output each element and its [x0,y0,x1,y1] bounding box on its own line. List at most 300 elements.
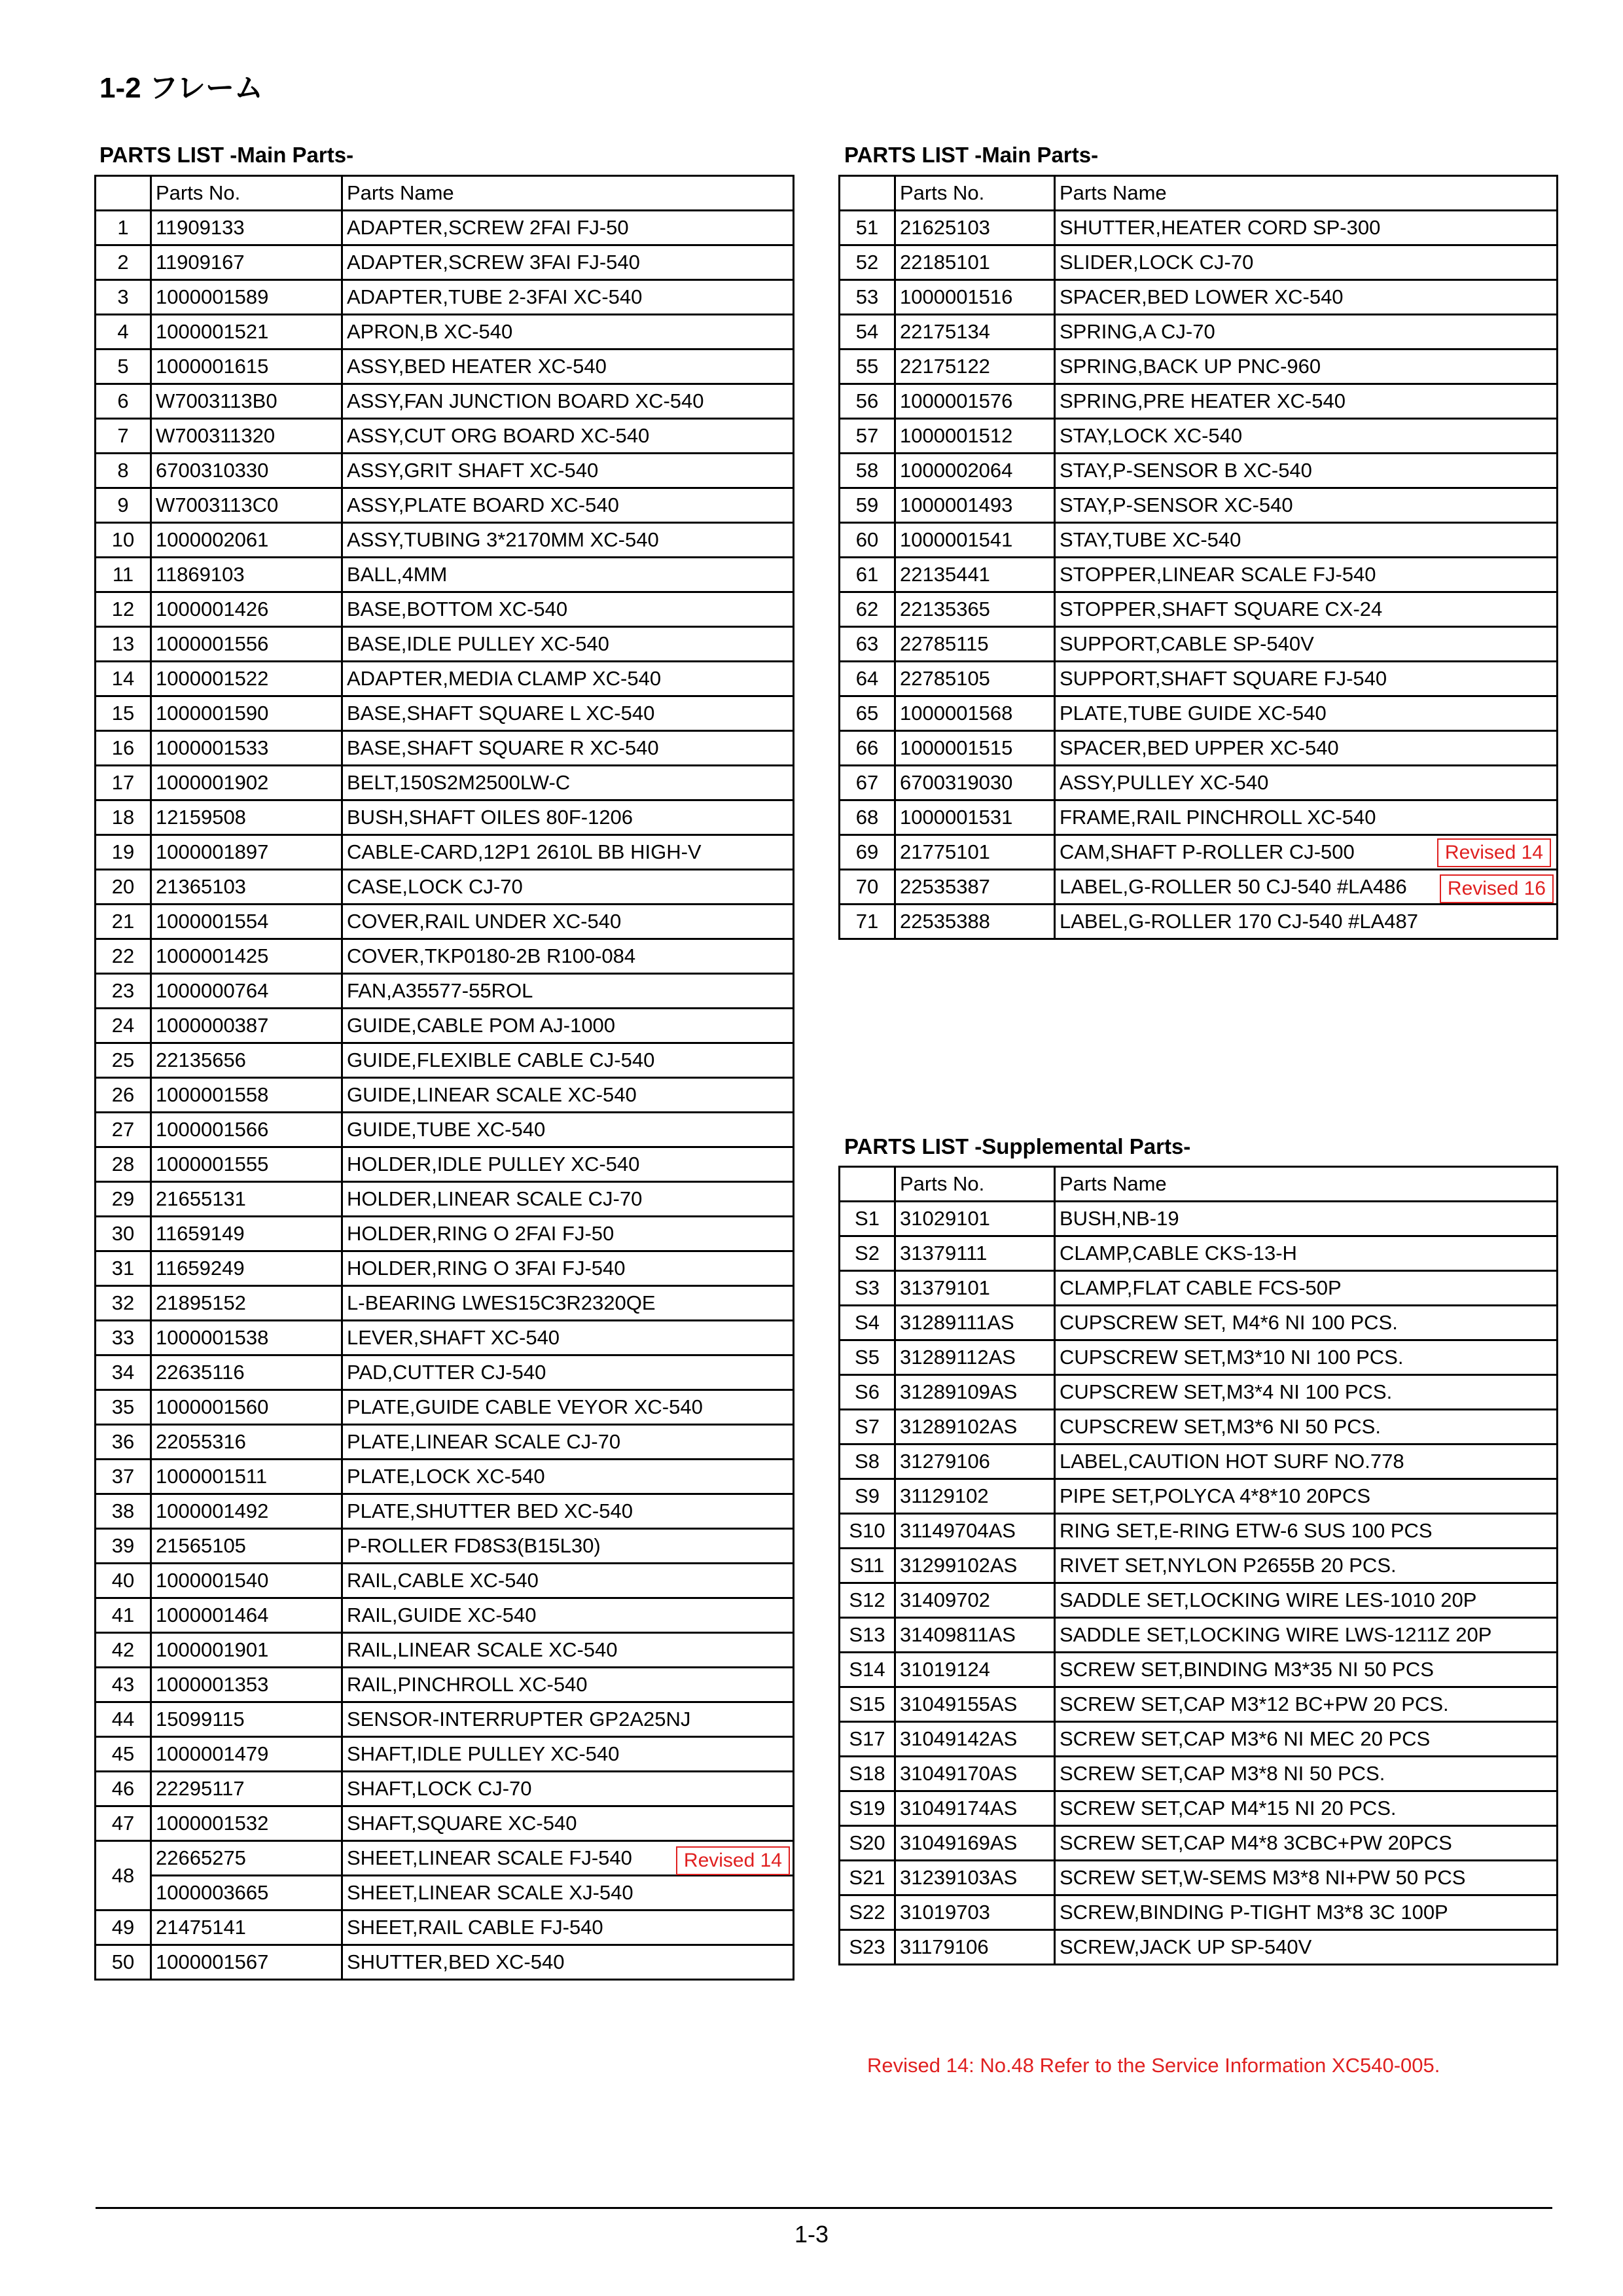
item-index: S1 [840,1202,895,1236]
parts-name: CUPSCREW SET, M4*6 NI 100 PCS. [1060,1311,1398,1334]
parts-name-cell [1055,1479,1558,1514]
parts-name: COVER,TKP0180-2B R100-084 [347,944,636,967]
item-index: 9 [96,488,151,523]
table-row [840,315,1558,350]
table-row [96,1806,794,1841]
parts-name: SHAFT,IDLE PULLEY XC-540 [347,1742,620,1765]
item-index: 48 [96,1841,151,1910]
parts-no: 22535387 [895,870,1055,905]
table-row [96,1737,794,1772]
parts-no: 1000001353 [151,1668,342,1702]
parts-no: 1000000764 [151,974,342,1009]
parts-name: CABLE-CARD,12P1 2610L BB HIGH-V [347,840,702,863]
item-index: S20 [840,1826,895,1861]
parts-name-cell [1055,1236,1558,1271]
parts-name-cell [1055,1202,1558,1236]
item-index: 34 [96,1355,151,1390]
parts-name: SCREW SET,CAP M4*15 NI 20 PCS. [1060,1797,1397,1820]
parts-name-cell [1055,870,1558,905]
parts-name: FAN,A35577-55ROL [347,979,533,1002]
table-row [96,627,794,662]
table-row [840,1202,1558,1236]
parts-name: PLATE,LINEAR SCALE CJ-70 [347,1430,621,1453]
parts-name-cell [342,1009,794,1043]
parts-name: PLATE,TUBE GUIDE XC-540 [1060,702,1327,725]
item-index: 11 [96,558,151,592]
parts-no: 31019703 [895,1895,1055,1930]
main-parts-heading-right: PARTS LIST -Main Parts- [844,143,1099,167]
table-row [96,245,794,280]
parts-name: HOLDER,LINEAR SCALE CJ-70 [347,1187,643,1210]
item-index: 60 [840,523,895,558]
item-index: S18 [840,1757,895,1791]
item-index: 28 [96,1147,151,1182]
parts-name-cell [342,350,794,384]
parts-name-cell [1055,350,1558,384]
parts-no: 22135365 [895,592,1055,627]
item-index: S11 [840,1549,895,1583]
item-index: 2 [96,245,151,280]
parts-name: RAIL,PINCHROLL XC-540 [347,1673,588,1696]
parts-name: GUIDE,TUBE XC-540 [347,1118,546,1141]
item-index: 29 [96,1182,151,1217]
parts-name: CLAMP,FLAT CABLE FCS-50P [1060,1276,1342,1299]
parts-name: STOPPER,LINEAR SCALE FJ-540 [1060,563,1376,586]
table-row [96,1217,794,1251]
parts-no: 31129102 [895,1479,1055,1514]
table-row [96,419,794,454]
parts-no: 15099115 [151,1702,342,1737]
parts-no: 22635116 [151,1355,342,1390]
table-row [96,1321,794,1355]
parts-no: 31179106 [895,1930,1055,1965]
parts-name: STAY,TUBE XC-540 [1060,528,1241,551]
item-index: 55 [840,350,895,384]
parts-name-cell [1055,1826,1558,1861]
table-row [840,1826,1558,1861]
parts-name: ADAPTER,SCREW 2FAI FJ-50 [347,216,629,239]
parts-name-cell [342,488,794,523]
parts-name-cell [1055,835,1558,870]
parts-name: SHEET,LINEAR SCALE FJ-540 [347,1846,632,1869]
table-row [840,1271,1558,1306]
parts-name-cell [342,1598,794,1633]
parts-no: 22535388 [895,905,1055,939]
item-index: S4 [840,1306,895,1340]
item-index: S8 [840,1444,895,1479]
parts-name-cell [342,1529,794,1564]
parts-no: 11909167 [151,245,342,280]
item-index: S2 [840,1236,895,1271]
parts-name: BASE,SHAFT SQUARE R XC-540 [347,736,659,759]
table-row [96,1078,794,1113]
parts-no: 31409811AS [895,1618,1055,1653]
item-index: S12 [840,1583,895,1618]
parts-name: RAIL,GUIDE XC-540 [347,1604,537,1626]
table-row [840,1306,1558,1340]
parts-name-cell [342,1772,794,1806]
item-index: S9 [840,1479,895,1514]
item-index: 47 [96,1806,151,1841]
index-column-header [840,1167,895,1202]
parts-no: 1000001558 [151,1078,342,1113]
table-row [96,766,794,800]
parts-no: 31029101 [895,1202,1055,1236]
parts-name: CUPSCREW SET,M3*4 NI 100 PCS. [1060,1380,1393,1403]
item-index: 42 [96,1633,151,1668]
table-row [840,1930,1558,1965]
parts-name-cell [1055,1930,1558,1965]
parts-name: PAD,CUTTER CJ-540 [347,1361,546,1384]
parts-name: P-ROLLER FD8S3(B15L30) [347,1534,601,1557]
table-row [840,1722,1558,1757]
parts-no: 1000001541 [895,523,1055,558]
parts-no: 1000001589 [151,280,342,315]
item-index: S10 [840,1514,895,1549]
parts-name: GUIDE,CABLE POM AJ-1000 [347,1014,616,1037]
parts-name-cell [342,384,794,419]
parts-name: RAIL,CABLE XC-540 [347,1569,539,1592]
parts-name: SLIDER,LOCK CJ-70 [1060,251,1254,274]
parts-name-cell [342,1113,794,1147]
table-header-row [840,176,1558,211]
parts-no: 31299102AS [895,1549,1055,1583]
table-row [96,1494,794,1529]
item-index: S23 [840,1930,895,1965]
table-row [840,1653,1558,1687]
item-index: 45 [96,1737,151,1772]
table-row [840,523,1558,558]
parts-name-cell [342,454,794,488]
parts-no: 21895152 [151,1286,342,1321]
table-row [96,350,794,384]
parts-no: 31409702 [895,1583,1055,1618]
parts-name: SHEET,RAIL CABLE FJ-540 [347,1916,603,1939]
item-index: S3 [840,1271,895,1306]
parts-name-cell [342,1702,794,1737]
item-index: S5 [840,1340,895,1375]
table-row [96,315,794,350]
parts-name: PLATE,LOCK XC-540 [347,1465,545,1488]
parts-no: 1000001532 [151,1806,342,1841]
parts-no: 1000001425 [151,939,342,974]
parts-name-cell [342,245,794,280]
parts-name-cell [1055,523,1558,558]
parts-no: 21365103 [151,870,342,905]
parts-no: 1000003665 [151,1876,342,1910]
parts-name: BASE,SHAFT SQUARE L XC-540 [347,702,655,725]
table-row [840,419,1558,454]
table-row [96,1182,794,1217]
parts-name: PIPE SET,POLYCA 4*8*10 20PCS [1060,1484,1371,1507]
parts-name: ASSY,PULLEY XC-540 [1060,771,1269,794]
table-row [840,905,1558,939]
supplemental-parts-table [838,1166,1558,1965]
item-index: 71 [840,905,895,939]
parts-name-cell [342,766,794,800]
main-parts-heading-left: PARTS LIST -Main Parts- [99,143,354,167]
parts-name: RIVET SET,NYLON P2655B 20 PCS. [1060,1554,1397,1577]
parts-no: 31379101 [895,1271,1055,1306]
table-row [840,1895,1558,1930]
parts-no: 6700319030 [895,766,1055,800]
parts-name: SPRING,BACK UP PNC-960 [1060,355,1321,378]
parts-name-cell [342,1182,794,1217]
table-row [96,974,794,1009]
parts-name: SPRING,PRE HEATER XC-540 [1060,389,1346,412]
parts-no: 1000002064 [895,454,1055,488]
parts-name: BASE,IDLE PULLEY XC-540 [347,632,609,655]
parts-no: 22785115 [895,627,1055,662]
table-row [96,731,794,766]
parts-name-cell [342,627,794,662]
item-index: 65 [840,696,895,731]
parts-no: 31049169AS [895,1826,1055,1861]
parts-name-cell [1055,662,1558,696]
parts-no: 1000001576 [895,384,1055,419]
item-index: 21 [96,905,151,939]
item-index: 58 [840,454,895,488]
item-index: 37 [96,1460,151,1494]
parts-no: 1000001566 [151,1113,342,1147]
table-header-row [96,176,794,211]
parts-name-cell [1055,592,1558,627]
parts-name-cell [1055,800,1558,835]
parts-name: BALL,4MM [347,563,448,586]
parts-name: BASE,BOTTOM XC-540 [347,598,568,620]
table-row [96,1910,794,1945]
parts-no: 1000001560 [151,1390,342,1425]
parts-name: ASSY,PLATE BOARD XC-540 [347,493,619,516]
supplemental-parts-heading: PARTS LIST -Supplemental Parts- [844,1134,1191,1158]
revision-badge: Revised 14 [676,1846,790,1875]
footer-divider [96,2207,1552,2209]
parts-name: SCREW SET,CAP M3*8 NI 50 PCS. [1060,1762,1385,1785]
parts-name-cell [342,905,794,939]
parts-name-cell [342,1355,794,1390]
parts-name-cell [342,1945,794,1980]
parts-no: 22175134 [895,315,1055,350]
parts-no: 1000001522 [151,662,342,696]
table-row [96,1876,794,1910]
parts-name-cell [342,662,794,696]
parts-name: ASSY,FAN JUNCTION BOARD XC-540 [347,389,704,412]
parts-name: STAY,P-SENSOR XC-540 [1060,493,1293,516]
table-header-row [840,1167,1558,1202]
index-column-header [96,176,151,211]
parts-no: 22295117 [151,1772,342,1806]
table-row [96,835,794,870]
parts-name-cell [342,592,794,627]
item-index: 31 [96,1251,151,1286]
item-index: 16 [96,731,151,766]
parts-no: 22055316 [151,1425,342,1460]
parts-name-cell [1055,1757,1558,1791]
parts-name: PLATE,GUIDE CABLE VEYOR XC-540 [347,1395,703,1418]
parts-name-cell [342,800,794,835]
item-index: S7 [840,1410,895,1444]
item-index: 12 [96,592,151,627]
parts-no: 31019124 [895,1653,1055,1687]
item-index: 56 [840,384,895,419]
page-title: 1-2 フレーム [99,72,264,104]
parts-no: 31049155AS [895,1687,1055,1722]
parts-name: BELT,150S2M2500LW-C [347,771,571,794]
revision-badge: Revised 14 [1437,838,1551,867]
parts-no: 1000001568 [895,696,1055,731]
parts-name-cell [342,1425,794,1460]
parts-name-cell [342,1460,794,1494]
item-index: 51 [840,211,895,245]
parts-name: ASSY,GRIT SHAFT XC-540 [347,459,599,482]
parts-name-cell [342,1564,794,1598]
table-row [840,1514,1558,1549]
parts-no: 12159508 [151,800,342,835]
parts-name: LEVER,SHAFT XC-540 [347,1326,560,1349]
parts-name-cell [1055,419,1558,454]
item-index: 70 [840,870,895,905]
parts-name: SCREW,BINDING P-TIGHT M3*8 3C 100P [1060,1901,1448,1924]
parts-no: 1000000387 [151,1009,342,1043]
parts-name-cell [1055,384,1558,419]
parts-name: CAM,SHAFT P-ROLLER CJ-500 [1060,840,1355,863]
parts-no: 1000001533 [151,731,342,766]
parts-no: 1000001516 [895,280,1055,315]
parts-name-cell [342,1217,794,1251]
parts-name-cell [1055,1653,1558,1687]
parts-name: SHAFT,LOCK CJ-70 [347,1777,532,1800]
parts-name: GUIDE,FLEXIBLE CABLE CJ-540 [347,1049,655,1071]
parts-name-cell [1055,731,1558,766]
table-row [96,1772,794,1806]
parts-no: 22785105 [895,662,1055,696]
item-index: 24 [96,1009,151,1043]
parts-no: 1000002061 [151,523,342,558]
parts-name: ADAPTER,MEDIA CLAMP XC-540 [347,667,662,690]
parts-no: 31279106 [895,1444,1055,1479]
item-index: 57 [840,419,895,454]
parts-no-column-header: Parts No. [895,176,1055,211]
parts-name: FRAME,RAIL PINCHROLL XC-540 [1060,806,1376,829]
parts-name-cell [1055,1514,1558,1549]
parts-name-cell [1055,315,1558,350]
parts-name-cell [342,558,794,592]
parts-name-cell [342,1251,794,1286]
parts-name: ADAPTER,SCREW 3FAI FJ-540 [347,251,640,274]
parts-name-cell [1055,1687,1558,1722]
item-index: 66 [840,731,895,766]
table-row [96,280,794,315]
item-index: 33 [96,1321,151,1355]
parts-name-cell [342,1321,794,1355]
item-index: 36 [96,1425,151,1460]
item-index: 54 [840,315,895,350]
parts-no: 22135656 [151,1043,342,1078]
item-index: 14 [96,662,151,696]
table-row [840,488,1558,523]
parts-name: STAY,P-SENSOR B XC-540 [1060,459,1312,482]
parts-name-cell [1055,558,1558,592]
item-index: 35 [96,1390,151,1425]
parts-name: SPACER,BED UPPER XC-540 [1060,736,1339,759]
parts-no-column-header: Parts No. [151,176,342,211]
parts-name-cell [1055,454,1558,488]
item-index: 52 [840,245,895,280]
item-index: S14 [840,1653,895,1687]
parts-no: 1000001590 [151,696,342,731]
table-row [96,1564,794,1598]
table-row [96,1147,794,1182]
parts-no: 31049170AS [895,1757,1055,1791]
item-index: 6 [96,384,151,419]
parts-name-cell [1055,1271,1558,1306]
table-row [96,384,794,419]
item-index: 46 [96,1772,151,1806]
parts-name: SCREW SET,CAP M4*8 3CBC+PW 20PCS [1060,1831,1452,1854]
item-index: S17 [840,1722,895,1757]
parts-no: 1000001531 [895,800,1055,835]
item-index: 25 [96,1043,151,1078]
table-row [840,245,1558,280]
table-row [840,1757,1558,1791]
parts-name: SCREW SET,BINDING M3*35 NI 50 PCS [1060,1658,1434,1681]
parts-name-cell [342,1668,794,1702]
parts-name: STOPPER,SHAFT SQUARE CX-24 [1060,598,1383,620]
parts-no: 1000001554 [151,905,342,939]
item-index: 3 [96,280,151,315]
item-index: 67 [840,766,895,800]
parts-name: GUIDE,LINEAR SCALE XC-540 [347,1083,637,1106]
parts-no: 1000001540 [151,1564,342,1598]
parts-name: SADDLE SET,LOCKING WIRE LWS-1211Z 20P [1060,1623,1492,1646]
parts-name-cell [342,835,794,870]
parts-no: 1000001426 [151,592,342,627]
item-index: 38 [96,1494,151,1529]
parts-name: BUSH,NB-19 [1060,1207,1179,1230]
parts-name-cell [1055,1306,1558,1340]
parts-name-cell [1055,1375,1558,1410]
table-row [840,1583,1558,1618]
item-index: 7 [96,419,151,454]
table-row [96,662,794,696]
parts-no: 31049174AS [895,1791,1055,1826]
parts-name-cell [1055,1618,1558,1653]
table-row [840,1687,1558,1722]
item-index: S21 [840,1861,895,1895]
item-index: 49 [96,1910,151,1945]
parts-no: 1000001538 [151,1321,342,1355]
table-row [840,800,1558,835]
parts-name: SHUTTER,HEATER CORD SP-300 [1060,216,1381,239]
parts-name-cell [342,315,794,350]
parts-name-cell [1055,766,1558,800]
parts-name: SENSOR-INTERRUPTER GP2A25NJ [347,1708,691,1731]
parts-name-cell [1055,1895,1558,1930]
parts-name-cell [342,1806,794,1841]
parts-no: W700311320 [151,419,342,454]
parts-name-cell [342,1147,794,1182]
parts-no: 31239103AS [895,1861,1055,1895]
table-row [840,835,1558,870]
parts-name-cell [1055,1549,1558,1583]
parts-name-column-header: Parts Name [342,176,794,211]
item-index: 64 [840,662,895,696]
parts-name: SPACER,BED LOWER XC-540 [1060,285,1344,308]
parts-name: SCREW,JACK UP SP-540V [1060,1935,1312,1958]
parts-no: 21775101 [895,835,1055,870]
parts-name-cell [342,1043,794,1078]
parts-no: W7003113B0 [151,384,342,419]
